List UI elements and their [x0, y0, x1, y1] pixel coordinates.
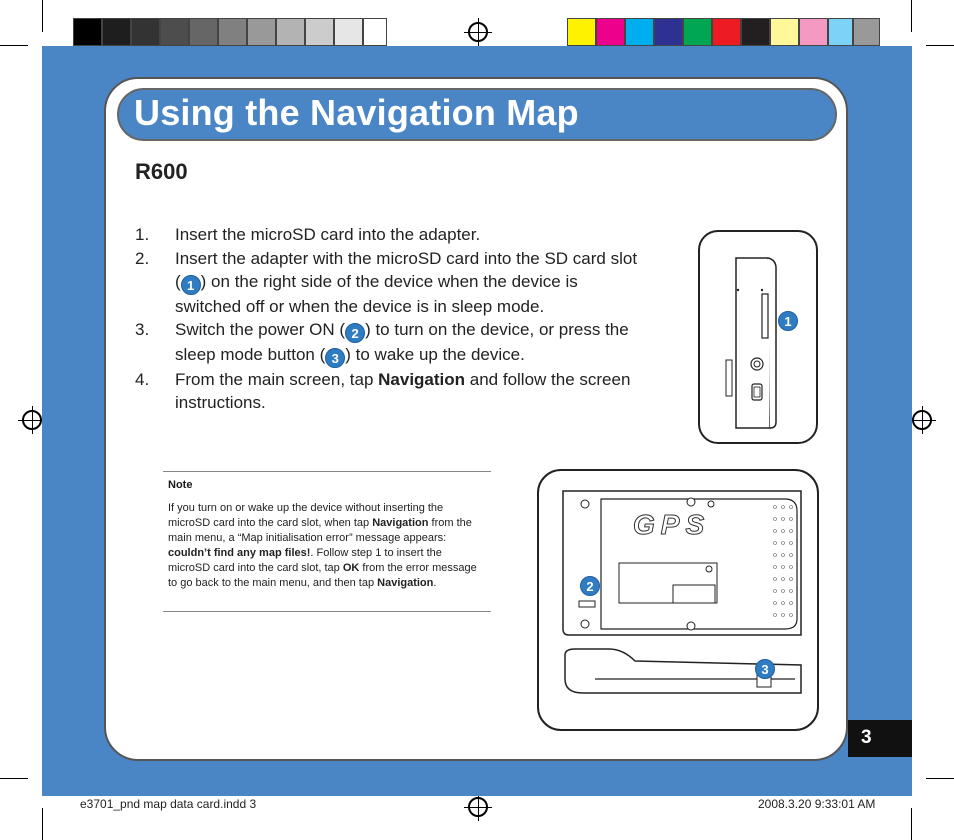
- gray-swatch: [218, 18, 247, 46]
- crop-mark: [0, 778, 28, 779]
- note-title: Note: [168, 479, 193, 491]
- color-swatch: [770, 18, 799, 46]
- registration-mark-icon: [468, 22, 488, 42]
- crop-mark: [42, 0, 43, 32]
- step-text: Insert the adapter with the microSD card into the SD card slot ( 1 ) on the right side of the device when the device is switched off or when the device is in sleep mode.: [175, 249, 638, 316]
- gray-swatch: [189, 18, 218, 46]
- model-heading: R600: [135, 159, 188, 184]
- callout-badge-1: 1: [778, 311, 798, 331]
- device-side-icon: [700, 232, 816, 442]
- gray-swatch: [334, 18, 363, 46]
- gray-swatch: [305, 18, 334, 46]
- color-swatch: [625, 18, 654, 46]
- color-swatch: [741, 18, 770, 46]
- gray-swatch: [102, 18, 131, 46]
- callout-badge-2: 2: [580, 576, 600, 596]
- callout-badge-1: 1: [181, 275, 201, 295]
- callout-badge-2: 2: [345, 323, 365, 343]
- step-text: Switch the power ON ( 2 ) to turn on the device, or press the sleep mode button ( 3 ) to wake up the device.: [175, 320, 629, 366]
- gray-swatch: [131, 18, 160, 46]
- color-swatch: [853, 18, 880, 46]
- gray-swatch: [160, 18, 189, 46]
- crop-mark: [911, 808, 912, 840]
- step-text: From the main screen, tap Navigation and follow the screen instructions.: [175, 370, 631, 412]
- crop-mark: [911, 0, 912, 32]
- step-number: 2.: [135, 249, 150, 268]
- step-text: Insert the microSD card into the adapter.: [175, 225, 481, 244]
- color-swatch: [712, 18, 741, 46]
- registration-mark-icon: [912, 410, 932, 430]
- crop-mark: [926, 45, 954, 46]
- gray-swatch: [363, 18, 387, 46]
- registration-mark-icon: [468, 797, 488, 817]
- device-side-illustration: [698, 230, 818, 444]
- gray-swatch: [276, 18, 305, 46]
- note-body: If you turn on or wake up the device without inserting the microSD card into the card slot, when tap Navigation from the main menu, a “Map initialisation error” message appears: couldn’t find any map files!. Follow step 1 to insert the microSD card into the card slot, tap OK from the error message to go back to the main menu, and then tap Navigation.: [168, 502, 477, 589]
- slug-filename: e3701_pnd map data card.indd 3: [80, 797, 257, 811]
- crop-mark: [42, 808, 43, 840]
- color-swatch: [567, 18, 596, 46]
- callout-badge-3: 3: [325, 348, 345, 368]
- page-number: 3: [861, 727, 872, 748]
- color-swatch: [828, 18, 853, 46]
- step-number: 3.: [135, 320, 150, 339]
- gps-logo: GPS: [633, 509, 711, 540]
- crop-mark: [0, 45, 28, 46]
- step-number: 4.: [135, 370, 150, 389]
- crop-mark: [926, 778, 954, 779]
- color-swatch: [799, 18, 828, 46]
- step-number: 1.: [135, 225, 150, 244]
- device-back-illustration: [537, 469, 819, 731]
- gray-swatch: [73, 18, 102, 46]
- gray-swatch: [247, 18, 276, 46]
- color-swatch: [596, 18, 625, 46]
- slug-timestamp: 2008.3.20 9:33:01 AM: [758, 797, 876, 811]
- page-number-tab: [848, 720, 912, 757]
- color-swatch: [683, 18, 712, 46]
- registration-mark-icon: [22, 410, 42, 430]
- color-swatch: [654, 18, 683, 46]
- page-title: Using the Navigation Map: [134, 92, 579, 133]
- callout-badge-3: 3: [755, 659, 775, 679]
